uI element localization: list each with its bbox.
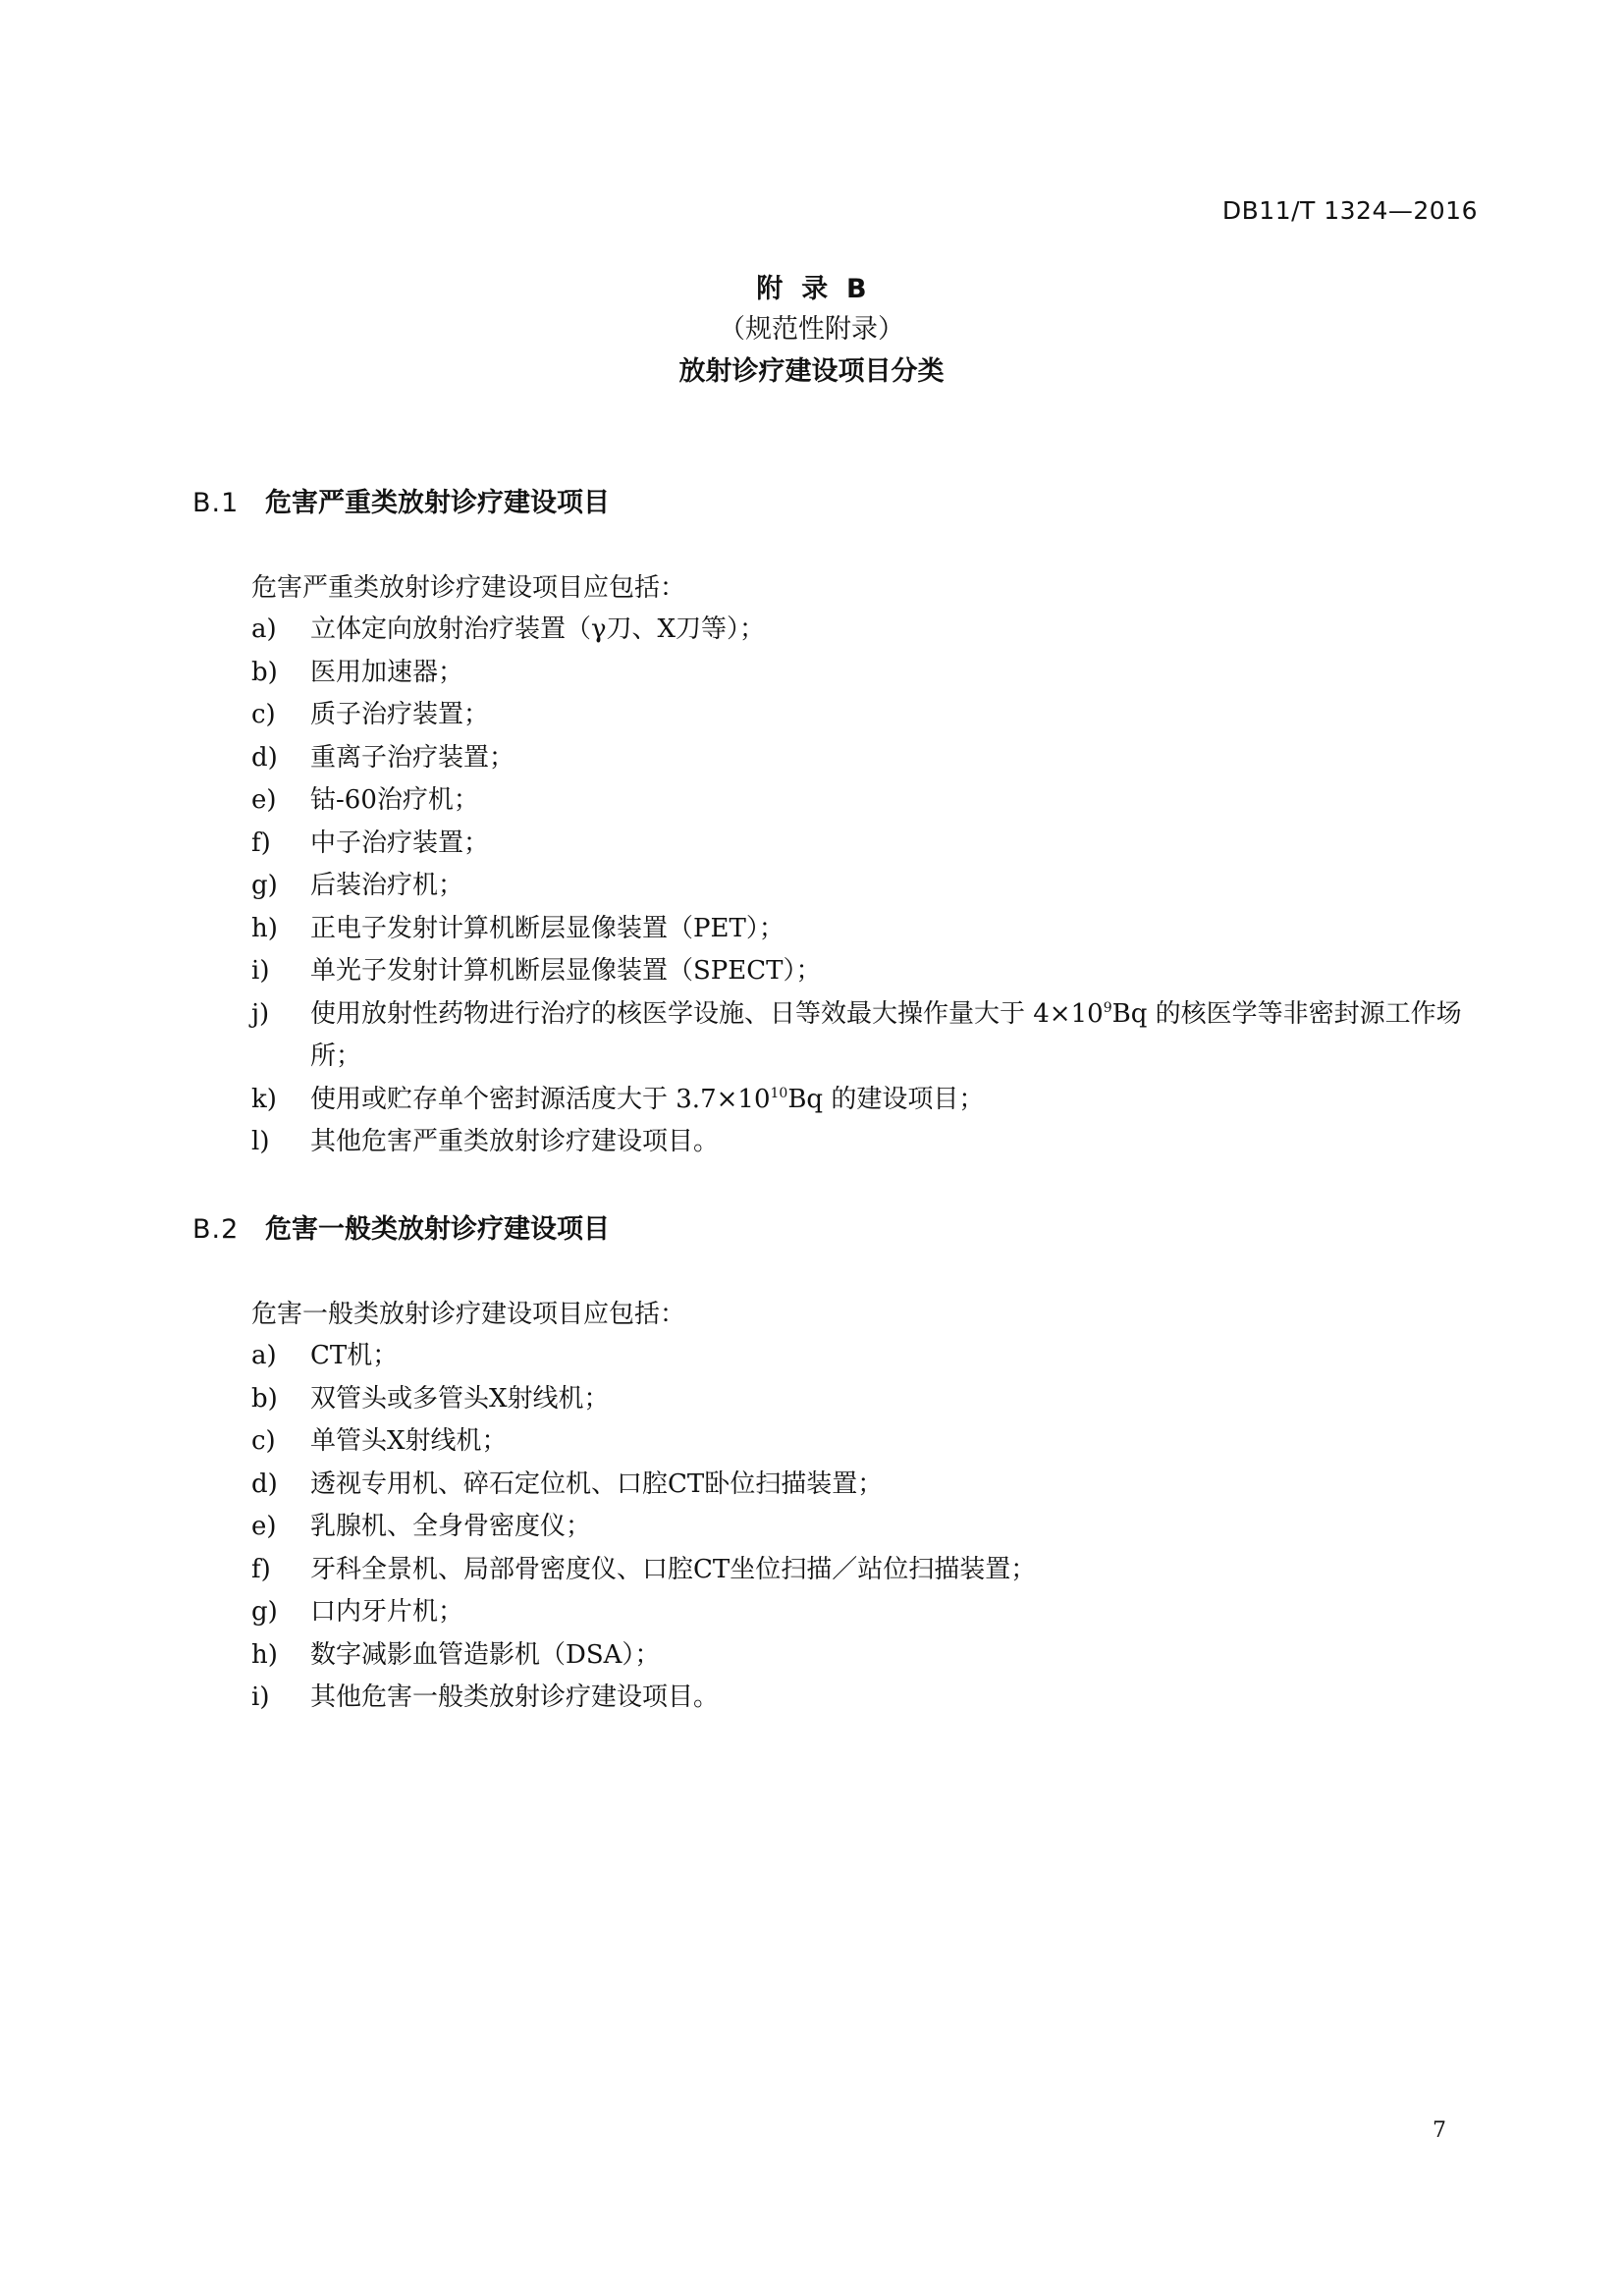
item-text [310,1079,1479,1122]
section-number: B.2 [192,1214,240,1245]
item-text: 双管头或多管头X射线机； [310,1383,610,1414]
item-label: h) [251,913,278,943]
item-text: 其他危害一般类放射诊疗建设项目。 [310,1682,720,1712]
item-text: 透视专用机、碎石定位机、口腔CT卧位扫描装置； [310,1468,884,1499]
item-text: 钴-60治疗机； [310,785,479,815]
list-item [251,1677,1479,1720]
appendix-nature: （规范性附录） [719,314,904,345]
standard-code: DB11/T 1324—2016 [1221,196,1478,225]
item-label: j) [251,998,270,1029]
list-item [251,1378,1479,1421]
exponent: 10 [770,1085,788,1101]
item-text: 重离子治疗装置； [310,742,515,773]
item-label: c) [251,700,276,729]
item-text: 乳腺机、全身骨密度仪； [310,1512,592,1541]
exponent: 9 [1103,999,1112,1016]
item-label: b) [251,1383,278,1414]
list-item [251,1549,1479,1592]
item-label: g) [251,871,278,900]
item-text-part: Bq 的核医学等非密封源工作场所； [310,998,1462,1071]
item-text: 后装治疗机； [310,871,464,900]
item-label: e) [251,785,277,815]
item-label: i) [251,956,270,986]
item-label: d) [251,742,278,773]
item-text: 其他危害严重类放射诊疗建设项目。 [310,1127,720,1156]
item-label: a) [251,1341,277,1370]
item-text: 牙科全景机、局部骨密度仪、口腔CT坐位扫描／站位扫描装置； [310,1554,1037,1584]
item-text: 质子治疗装置； [310,700,490,729]
section-heading-b1 [192,481,610,519]
item-label: g) [251,1597,278,1627]
section-intro: 危害一般类放射诊疗建设项目应包括： [251,1300,686,1329]
item-text: 数字减影血管造影机（DSA）； [310,1639,661,1670]
item-text: CT机； [310,1341,399,1370]
item-text: 单管头X射线机； [310,1426,508,1456]
item-text [310,993,1479,1079]
list-item [251,865,1479,908]
appendix-label: 附 录 B [756,274,867,304]
item-text-part: Bq 的建设项目； [787,1084,985,1114]
list-item [251,652,1479,695]
item-text: 中子治疗装置； [310,828,490,858]
section-title: 危害严重类放射诊疗建设项目 [265,488,610,518]
item-label: c) [251,1426,276,1456]
item-label: h) [251,1639,278,1670]
item-text: 医用加速器； [310,657,464,687]
section-heading-b2 [192,1207,610,1246]
section-title: 危害一般类放射诊疗建设项目 [265,1214,610,1245]
item-text: 单光子发射计算机断层显像装置（SPECT）； [310,956,822,986]
item-list-b1 [251,609,1479,1164]
item-text: 口内牙片机； [310,1597,464,1627]
item-label: k) [251,1084,277,1114]
item-label: d) [251,1468,278,1499]
item-label: f) [251,1554,271,1584]
list-item [251,993,1479,1079]
list-item [251,694,1479,737]
item-label: f) [251,828,271,858]
list-item [251,1121,1479,1164]
item-label: i) [251,1682,270,1712]
item-text: 正电子发射计算机断层显像装置（PET）； [310,913,784,943]
list-item [251,1506,1479,1549]
section-intro: 危害严重类放射诊疗建设项目应包括： [251,573,686,603]
list-item [251,908,1479,951]
list-item [251,1591,1479,1634]
list-item [251,1634,1479,1678]
list-item [251,823,1479,866]
list-item [251,779,1479,823]
item-text: 立体定向放射治疗装置（γ刀、X刀等）； [310,614,766,644]
page-number: 7 [1433,2118,1446,2143]
item-label: a) [251,614,277,644]
list-item [251,1079,1479,1122]
item-text-part: 使用放射性药物进行治疗的核医学设施、日等效最大操作量大于 4×10 [310,998,1104,1029]
item-label: l) [251,1127,270,1156]
item-label: b) [251,657,278,687]
appendix-title: 放射诊疗建设项目分类 [678,356,945,387]
list-item [251,1335,1479,1378]
list-item [251,1420,1479,1464]
list-item [251,1464,1479,1507]
item-list-b2 [251,1335,1479,1720]
item-label: e) [251,1512,277,1541]
section-number: B.1 [192,488,240,518]
item-text-part: 使用或贮存单个密封源活度大于 3.7×10 [310,1084,771,1114]
list-item [251,950,1479,993]
list-item [251,737,1479,780]
list-item [251,609,1479,652]
